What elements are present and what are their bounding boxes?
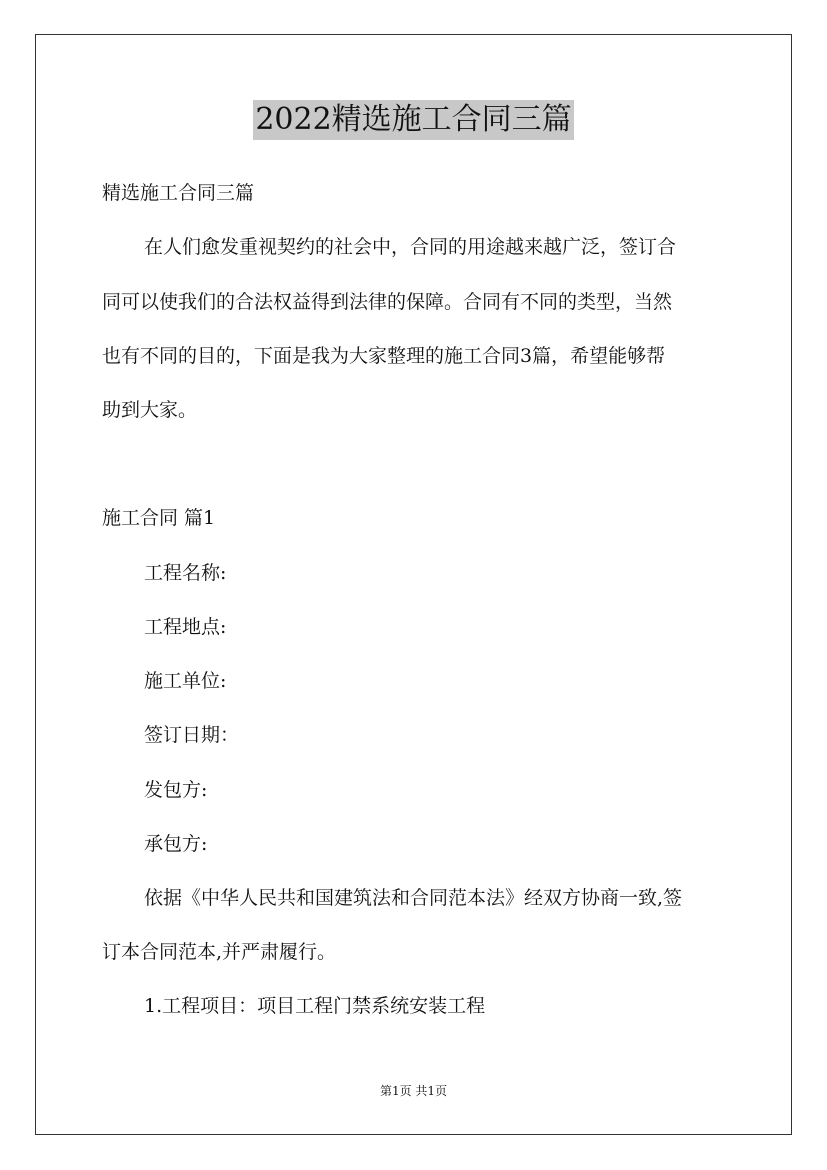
field-signing-date: 签订日期：	[144, 724, 240, 746]
intro-line-1: 在人们愈发重视契约的社会中，合同的用途越来越广泛，签订合	[144, 236, 677, 258]
basis-line-2: 订本合同范本,并严肃履行。	[102, 941, 337, 963]
intro-line-3: 也有不同的目的，下面是我为大家整理的施工合同3篇，希望能够帮	[102, 345, 666, 367]
field-project-location: 工程地点:	[144, 616, 227, 638]
document-title: 2022精选施工合同三篇	[253, 100, 573, 140]
field-employer: 发包方:	[144, 779, 208, 801]
section-heading: 施工合同 篇1	[102, 507, 216, 529]
field-project-name: 工程名称:	[144, 562, 227, 584]
page-footer: 第1页 共1页	[379, 1084, 448, 1098]
field-construction-unit: 施工单位:	[144, 670, 227, 692]
item-1: 1.工程项目：项目工程门禁系统安装工程	[144, 995, 486, 1017]
intro-line-2: 同可以使我们的合法权益得到法律的保障。合同有不同的类型，当然	[102, 291, 673, 313]
field-contractor: 承包方:	[144, 833, 208, 855]
intro-line-4: 助到大家。	[102, 399, 198, 421]
title-container	[0, 100, 827, 140]
basis-line-1: 依据《中华人民共和国建筑法和合同范本法》经双方协商一致,签	[144, 887, 683, 909]
document-subtitle: 精选施工合同三篇	[102, 182, 255, 204]
